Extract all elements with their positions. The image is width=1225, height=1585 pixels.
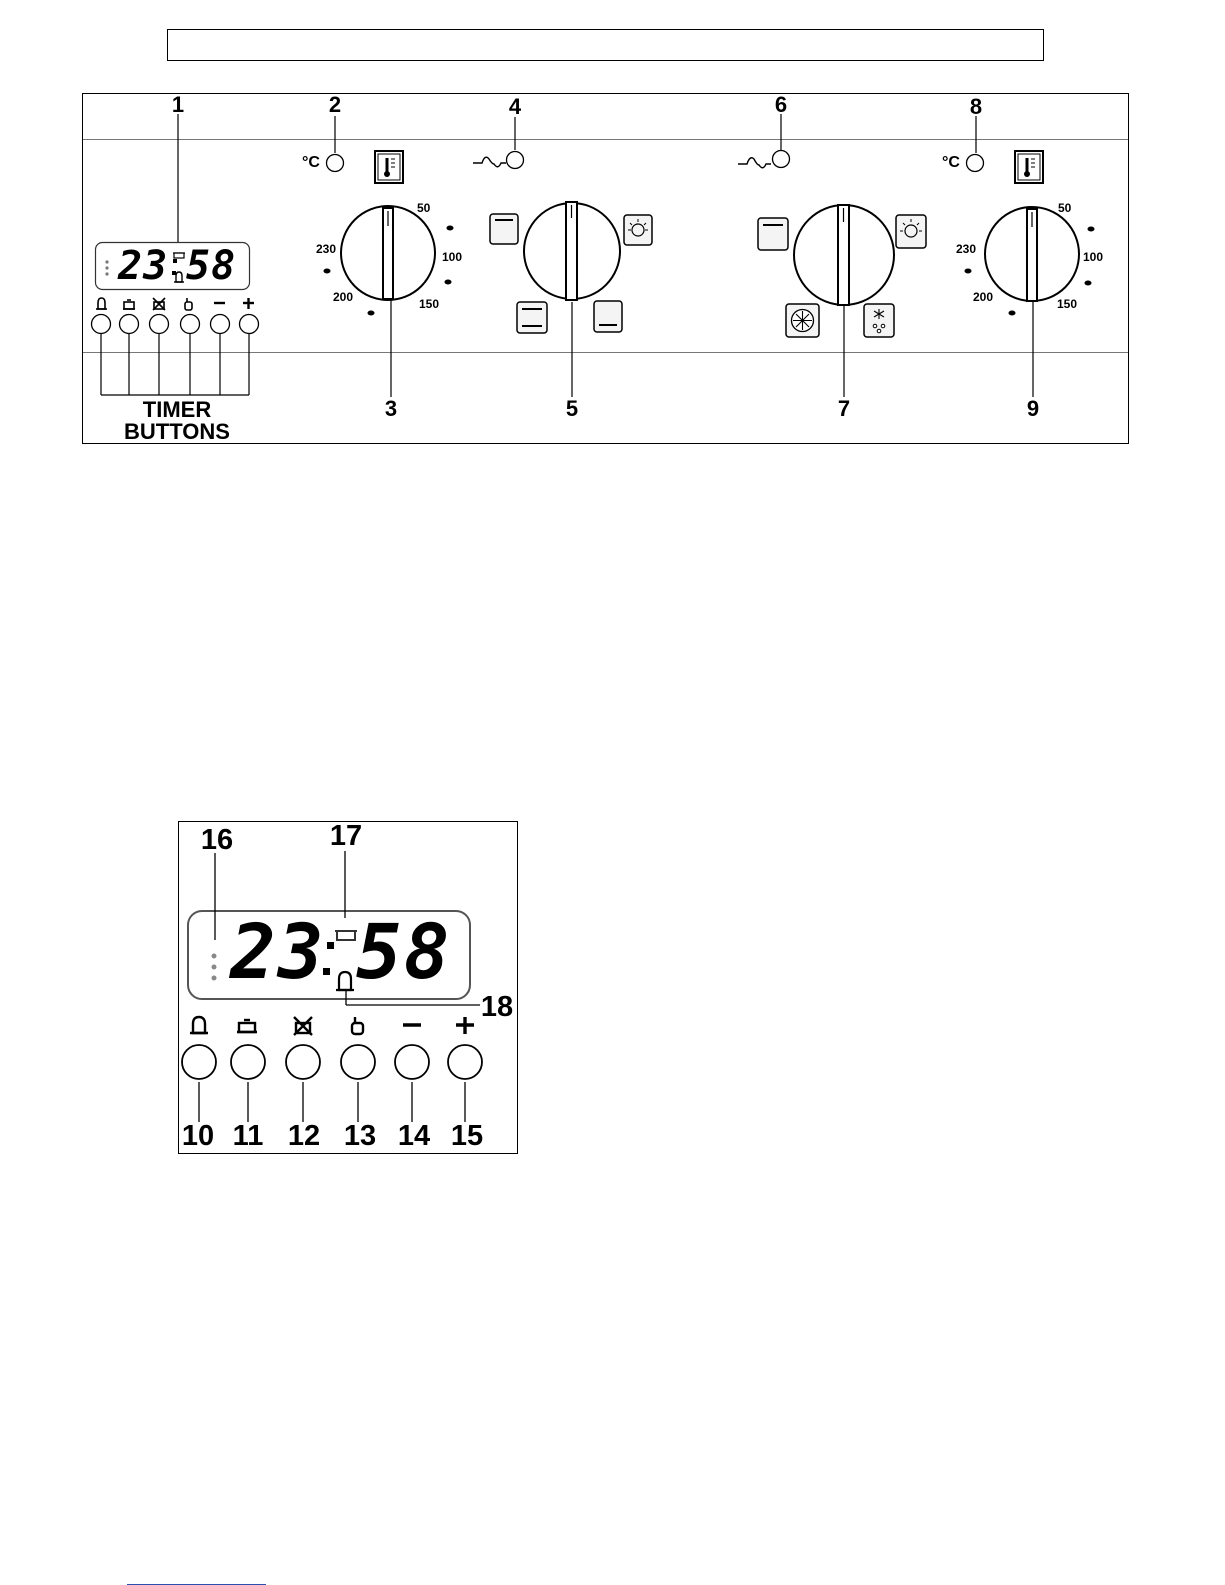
callout-9: 9 — [1026, 396, 1040, 421]
callout-13: 13 — [343, 1120, 377, 1152]
timer-button-14[interactable] — [395, 1045, 429, 1079]
timer-button-12[interactable] — [286, 1045, 320, 1079]
timer-button-11[interactable] — [231, 1045, 265, 1079]
callout-5: 5 — [565, 396, 579, 421]
callout-3: 3 — [384, 396, 398, 421]
timer-button-13[interactable] — [341, 1045, 375, 1079]
callout-15: 15 — [450, 1120, 484, 1152]
callout-14: 14 — [397, 1120, 431, 1152]
scale-200-left: 200 — [333, 290, 354, 304]
degree-label-left: °C — [302, 154, 320, 171]
timer-label-line2: BUTTONS — [124, 419, 230, 444]
callout-18: 18 — [480, 991, 514, 1023]
scale-100-right: 100 — [1083, 250, 1104, 264]
scale-100-left: 100 — [442, 250, 463, 264]
timer-button-10[interactable] — [182, 1045, 216, 1079]
scale-dots-right — [0, 0, 1225, 460]
callout-16: 16 — [200, 824, 234, 856]
end-cooking-icon — [294, 1017, 312, 1035]
clock-minutes-small: 58 — [186, 243, 237, 289]
clock-minutes-large: 58 — [356, 907, 452, 996]
callout-10: 10 — [181, 1120, 215, 1152]
clock-hours-small: 23 — [118, 243, 169, 289]
scale-50-left: 50 — [417, 201, 431, 215]
callout-7: 7 — [837, 396, 851, 421]
manual-hand-icon — [352, 1017, 363, 1034]
timer-label-line1: TIMER — [142, 397, 212, 422]
callout-4: 4 — [508, 94, 522, 119]
cooking-pot-icon — [237, 1020, 257, 1032]
plus-icon — [456, 1017, 474, 1034]
timer-button-15[interactable] — [448, 1045, 482, 1079]
scale-200-right: 200 — [973, 290, 994, 304]
callout-11: 11 — [232, 1120, 264, 1152]
callout-6: 6 — [774, 92, 788, 117]
timer-buttons-large — [180, 1041, 490, 1085]
clock-hours-large: 23 — [230, 907, 326, 996]
scale-230-left: 230 — [316, 242, 337, 256]
scale-230-right: 230 — [956, 242, 977, 256]
scale-150-right: 150 — [1057, 297, 1078, 311]
callout-2: 2 — [328, 92, 342, 117]
timer-button-icons-large — [185, 1014, 485, 1038]
callout-8: 8 — [969, 94, 983, 119]
callout-12: 12 — [287, 1120, 321, 1152]
callout-17: 17 — [329, 820, 363, 852]
degree-label-right: °C — [942, 154, 960, 171]
bell-icon — [190, 1017, 208, 1033]
scale-50-right: 50 — [1058, 201, 1072, 215]
callout-1: 1 — [171, 92, 185, 117]
scale-150-left: 150 — [419, 297, 440, 311]
